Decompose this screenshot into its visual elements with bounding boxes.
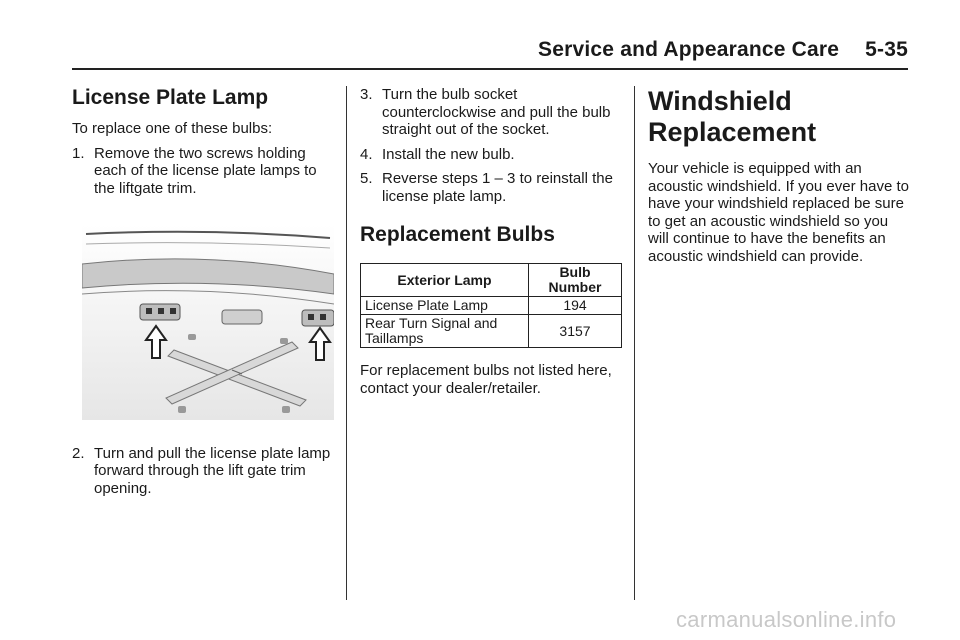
steps-list-1	[72, 145, 334, 198]
table-cell: 194	[529, 297, 622, 315]
license-plate-lamp-heading: License Plate Lamp	[72, 86, 269, 109]
table-cell: Rear Turn Signal and Taillamps	[361, 315, 529, 348]
replacement-bulbs-heading: Replacement Bulbs	[360, 223, 555, 246]
header-title	[538, 38, 908, 62]
step-item	[360, 86, 622, 139]
step-number: 1.	[72, 144, 85, 162]
intro-text: To replace one of these bulbs:	[72, 120, 273, 137]
step-number: 3.	[360, 86, 373, 103]
page-header	[72, 30, 908, 70]
step-text: Install the new bulb.	[382, 145, 515, 163]
table-row	[361, 297, 622, 315]
bulb-note: For replacement bulbs not listed here, contact your dealer/retailer.	[360, 362, 612, 397]
step-number: 4.	[360, 145, 373, 163]
column-2	[360, 86, 622, 404]
step-text: Turn and pull the license plate lamp forward through the lift gate trim opening.	[94, 444, 331, 497]
windshield-body: Your vehicle is equipped with an acoustic windshield. If you ever have to have your windshield replaced be sure to get an acoustic windshield so you will continue to have the benefits an acoustic windshield can provide.	[648, 160, 909, 265]
table-cell: License Plate Lamp	[361, 297, 529, 315]
table-header-cell: Bulb Number	[529, 264, 622, 297]
table-row	[361, 315, 622, 348]
table-header-cell: Exterior Lamp	[361, 264, 529, 297]
step-item	[72, 145, 334, 198]
step-item	[360, 146, 622, 164]
bulb-table	[360, 263, 622, 348]
table-header-row	[361, 264, 622, 297]
section-title: Service and Appearance Care	[538, 38, 840, 61]
page-number: 5-35	[865, 38, 908, 61]
license-plate-lamp-illustration	[82, 224, 334, 420]
step-number: 2.	[72, 444, 85, 462]
step-item	[72, 445, 334, 498]
table-cell: 3157	[529, 315, 622, 348]
column-3	[648, 86, 910, 272]
column-1	[72, 86, 334, 504]
watermark: carmanualsonline.info	[676, 607, 897, 632]
steps-list-2	[72, 445, 334, 498]
step-item	[360, 170, 622, 205]
step-number: 5.	[360, 170, 373, 187]
step-text: Remove the two screws holding each of the license plate lamps to the liftgate trim.	[94, 144, 317, 197]
steps-list-3	[360, 86, 622, 205]
column-divider	[346, 86, 347, 600]
windshield-heading: Windshield Replacement	[648, 86, 817, 147]
step-text: Turn the bulb socket counterclockwise and pull the bulb straight out of the socket.	[382, 86, 611, 138]
column-divider	[634, 86, 635, 600]
step-text: Reverse steps 1 – 3 to reinstall the license plate lamp.	[382, 170, 613, 205]
